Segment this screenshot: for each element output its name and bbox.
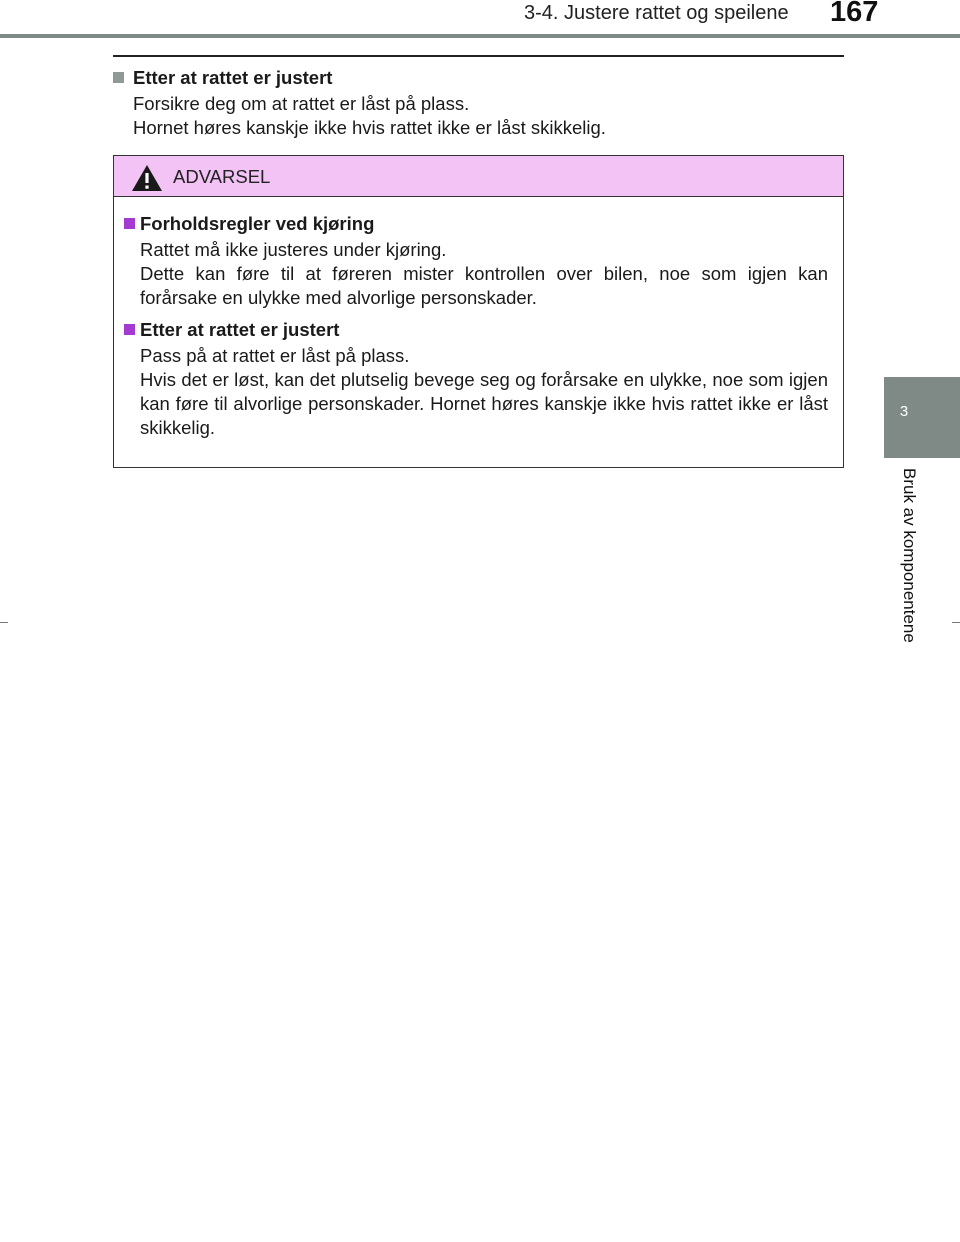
warning-item-heading-text: Etter at rattet er justert [140, 319, 340, 340]
warning-item-heading [124, 318, 828, 342]
square-bullet-icon [113, 72, 124, 83]
warning-header [114, 156, 843, 197]
chapter-tab [884, 377, 960, 458]
header-rule [0, 34, 960, 38]
warning-item-paragraph [124, 238, 828, 310]
warning-item-line: Hvis det er løst, kan det plutselig bevege seg og forårsake en ulykke, noe som igjen kan føre til alvorlige personskader. Hornet høres kanskje ikke hvis rattet ikke er låst skikkelig. [140, 369, 828, 438]
page-number: 167 [830, 0, 879, 28]
section-heading-text: Etter at rattet er justert [133, 67, 333, 88]
section-paragraph [113, 92, 844, 140]
warning-body [124, 212, 828, 440]
section-rule [113, 55, 844, 57]
chapter-number: 3 [899, 403, 909, 420]
crop-mark-left [0, 622, 8, 623]
warning-item-heading-text: Forholdsregler ved kjøring [140, 213, 375, 234]
warning-triangle-icon [131, 164, 163, 192]
warning-item-paragraph [124, 344, 828, 440]
warning-item-line: Rattet må ikke justeres under kjøring. [140, 239, 447, 260]
warning-title: ADVARSEL [173, 166, 271, 187]
warning-item-line: Pass på at rattet er låst på plass. [140, 345, 410, 366]
chapter-label: Bruk av komponentene [900, 468, 919, 643]
warning-box [113, 155, 844, 468]
section-etter-justert [113, 66, 844, 140]
section-line-2: Hornet høres kanskje ikke hvis rattet ikke er låst skikkelig. [133, 117, 606, 138]
warning-item-line: Dette kan føre til at føreren mister kontrollen over bilen, noe som igjen kan forårsake en ulykke med alvorlige personskader. [140, 263, 828, 308]
warning-item-heading [124, 212, 828, 236]
crop-mark-right [952, 622, 960, 623]
section-heading [113, 66, 844, 90]
square-bullet-icon [124, 218, 135, 229]
header-section-title: 3-4. Justere rattet og speilene [524, 2, 789, 24]
section-line-1: Forsikre deg om at rattet er låst på plass. [133, 93, 470, 114]
square-bullet-icon [124, 324, 135, 335]
